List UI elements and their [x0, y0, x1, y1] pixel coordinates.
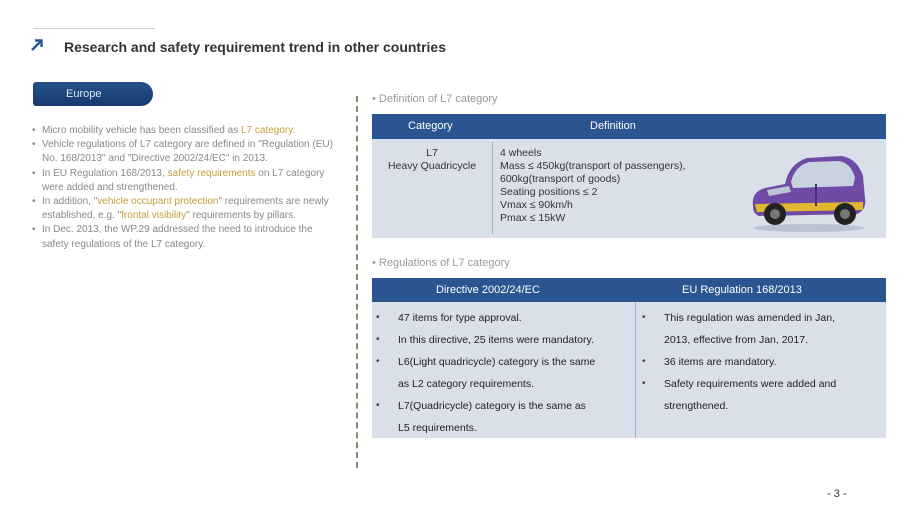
page-number: - 3 - [827, 488, 847, 500]
highlight-text: L7 category. [240, 125, 296, 136]
eu-row-text: strengthened. [664, 400, 729, 412]
eu-row-text: 36 items are mandatory. [664, 356, 777, 368]
col-category: Category [408, 120, 453, 132]
bullet-text: In Dec. 2013, the WP.29 addressed the need to introduce the safety regulations of the L7 category. [42, 224, 313, 250]
eu-row-text: This regulation was amended in Jan, [664, 312, 836, 324]
definition-line: Vmax ≤ 90km/h [500, 199, 573, 211]
europe-bullet-item [32, 195, 338, 223]
bullet-icon: • [642, 312, 646, 323]
category-cell [372, 147, 492, 173]
bullet-icon: • [642, 356, 646, 367]
definition-line: 600kg(transport of goods) [500, 173, 621, 185]
definition-table [372, 114, 886, 238]
bullet-text: " requirements are newly established, e.g. " [42, 196, 329, 222]
top-rule [33, 28, 155, 29]
regulations-table-header [372, 278, 886, 302]
bullet-text: on L7 category were added and strengthened. [42, 167, 325, 193]
page-title: Research and safety requirement trend in other countries [64, 39, 446, 55]
bullet-icon: • [642, 378, 646, 389]
bullet-text: Vehicle regulations of L7 category are defined in "Regulation (EU) No. 168/2013" and "Directive 2002/24/EC" in 2013. [42, 139, 333, 165]
bullet-icon: • [376, 312, 380, 323]
quadricycle-car-image [745, 148, 873, 234]
definition-heading-text: Definition of L7 category [378, 93, 498, 105]
definition-line: Pmax ≤ 15kW [500, 212, 566, 224]
directive-row-text: L6(Light quadricycle) category is the same [398, 356, 596, 368]
definition-table-header [372, 114, 886, 139]
definition-cell [500, 147, 730, 225]
category-code: L7 [426, 147, 438, 159]
highlight-text: safety requirements [167, 167, 256, 179]
highlight-text: vehicle occupant protection [97, 196, 219, 208]
bullet-icon: • [376, 334, 380, 345]
directive-row-text: L5 requirements. [398, 422, 477, 434]
highlight-text: frontal visibility [121, 210, 187, 222]
directive-row-text: as L2 category requirements. [398, 378, 534, 390]
bullet-text: In EU Regulation 168/2013, [42, 167, 168, 179]
col-eu-regulation: EU Regulation 168/2013 [682, 284, 802, 296]
definition-heading: • Definition of L7 category [372, 93, 498, 105]
europe-bullet-item [32, 167, 338, 195]
directive-row-text: In this directive, 25 items were mandatory. [398, 334, 594, 346]
regulations-heading-text: Regulations of L7 category [378, 257, 510, 269]
europe-bullet-item [32, 138, 338, 166]
bullet-text: Micro mobility vehicle has been classified as [42, 125, 241, 136]
europe-bullet-item [32, 124, 338, 138]
col-definition: Definition [590, 120, 636, 132]
vertical-divider [356, 96, 358, 468]
directive-row-text: L7(Quadricycle) category is the same as [398, 400, 586, 412]
europe-bullet-list [32, 124, 338, 252]
column-divider [635, 302, 636, 438]
bullet-icon: • [376, 356, 380, 367]
definition-line: Mass ≤ 450kg(transport of passengers), [500, 160, 686, 172]
region-tab-europe: Europe [33, 82, 153, 106]
col-directive: Directive 2002/24/EC [436, 284, 540, 296]
category-name: Heavy Quadricycle [387, 160, 477, 172]
column-divider [492, 142, 493, 234]
eu-row-text: 2013, effective from Jan, 2017. [664, 334, 808, 346]
definition-line: 4 wheels [500, 147, 542, 159]
regulations-heading: • Regulations of L7 category [372, 257, 510, 269]
definition-line: Seating positions ≤ 2 [500, 186, 598, 198]
arrow-icon [30, 38, 44, 52]
bullet-text: In addition, " [42, 196, 98, 208]
directive-row-text: 47 items for type approval. [398, 312, 522, 324]
bullet-text: " requirements by pillars. [186, 210, 296, 222]
bullet-icon: • [376, 400, 380, 411]
europe-bullet-item [32, 223, 338, 251]
regulations-table [372, 278, 886, 438]
eu-row-text: Safety requirements were added and [664, 378, 837, 390]
